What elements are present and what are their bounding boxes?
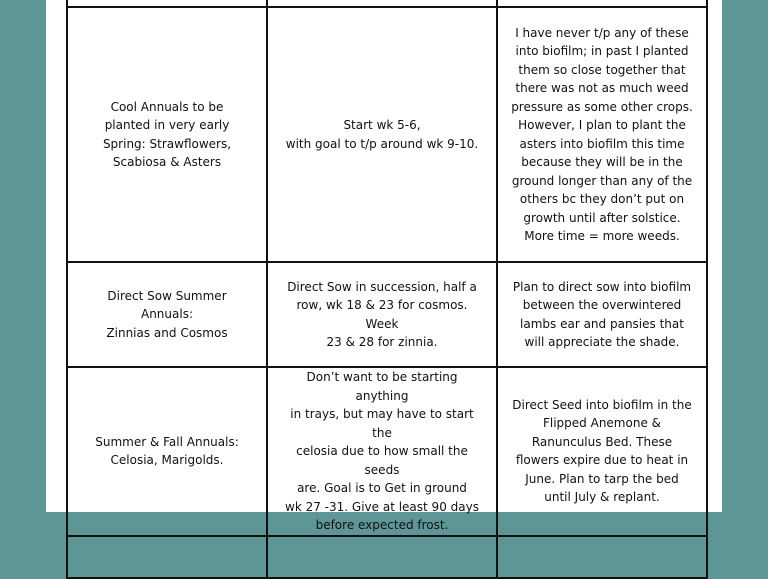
text-line: wk 27 -31. Give at least 90 days: [285, 499, 479, 514]
text-line: Start wk 5-6,: [343, 118, 421, 132]
text-line: ground longer than any of the: [511, 173, 693, 188]
text-line: are. Goal is to Get in ground: [297, 481, 467, 495]
schedule-cell: [267, 367, 497, 536]
table-row: [67, 262, 707, 367]
text-line: before expected frost.: [315, 518, 449, 532]
text-line: planted in very early: [104, 118, 230, 132]
text-line: celosia due to how small the seeds: [296, 444, 468, 477]
text-line: others bc they don’t put on: [519, 192, 685, 206]
document-page: [46, 0, 722, 532]
schedule-cell: [267, 262, 497, 367]
text-line: Celosia, Marigolds.: [110, 453, 224, 468]
text-line: because they will be in the: [521, 155, 683, 169]
text-line: Scabiosa & Asters: [112, 155, 222, 169]
text-line: row, wk 18 & 23 for cosmos. Week: [296, 298, 468, 331]
notes-cell: [497, 262, 707, 367]
crop-cell: [67, 7, 267, 262]
text-line: in trays, but may have to start the: [290, 407, 474, 440]
text-line: asters into biofilm this time: [519, 136, 685, 151]
text-line: lambs ear and pansies that: [520, 316, 684, 331]
notes-cell: [497, 7, 707, 262]
text-line: Ranunculus Bed. These: [531, 434, 673, 449]
text-line: Spring: Strawflowers,: [102, 136, 232, 151]
text-line: Direct Sow Summer: [107, 288, 227, 303]
notes-cell: [497, 367, 707, 536]
text-line: Direct Sow in succession, half a: [287, 279, 477, 294]
text-line: there was not as much weed: [515, 81, 689, 95]
table-cell: [67, 536, 267, 578]
text-line: Direct Seed into biofilm in the: [512, 397, 692, 412]
table-cell: [497, 536, 707, 578]
text-line: June. Plan to tarp the bed: [525, 471, 679, 486]
table-cell: [267, 536, 497, 578]
table-row: [67, 367, 707, 536]
text-line: Don’t want to be starting anything: [306, 370, 458, 403]
text-line: 23 & 28 for zinnia.: [326, 335, 438, 349]
text-line: Summer & Fall Annuals:: [95, 434, 239, 449]
text-line: pressure as some other crops.: [511, 99, 693, 114]
text-line: However, I plan to plant the: [518, 118, 686, 132]
text-line: flowers expire due to heat in: [515, 453, 689, 468]
text-line: Plan to direct sow into biofilm: [512, 279, 692, 294]
text-line: More time = more weeds.: [524, 229, 680, 243]
text-line: will appreciate the shade.: [524, 335, 680, 349]
text-line: Zinnias and Cosmos: [106, 325, 228, 340]
text-line: into biofilm; in past I planted: [515, 44, 689, 58]
crop-cell: [67, 262, 267, 367]
table-cell: [267, 0, 497, 7]
table-row-partial-top: [67, 0, 707, 7]
crop-cell: [67, 367, 267, 536]
text-line: until July & replant.: [544, 490, 660, 505]
text-line: Annuals:: [140, 307, 193, 322]
table-cell: [67, 0, 267, 7]
table-row: [67, 7, 707, 262]
text-line: Cool Annuals to be: [110, 99, 224, 114]
text-line: I have never t/p any of these: [515, 25, 689, 40]
table-row-partial-bottom: [67, 536, 707, 578]
text-line: between the overwintered: [522, 298, 682, 312]
text-line: with goal to t/p around wk 9-10.: [285, 136, 479, 151]
text-line: them so close together that: [518, 62, 686, 77]
schedule-cell: [267, 7, 497, 262]
planting-plan-table: [66, 0, 708, 579]
text-line: growth until after solstice.: [523, 210, 681, 225]
table-cell: [497, 0, 707, 7]
text-line: Flipped Anemone &: [542, 416, 661, 431]
